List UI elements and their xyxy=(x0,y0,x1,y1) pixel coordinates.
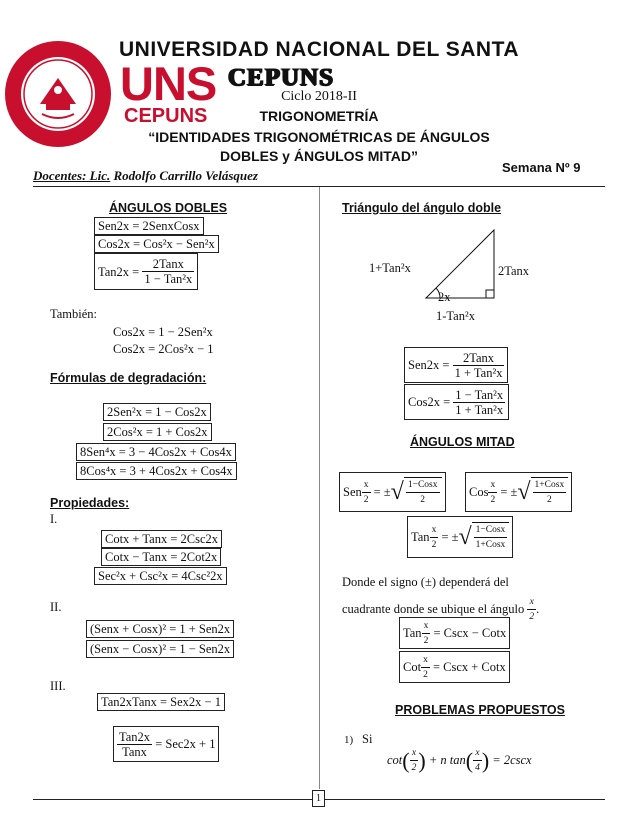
column-divider xyxy=(319,187,320,789)
formula-cos2x-alt2: Cos2x = 2Cos²x − 1 xyxy=(113,342,214,356)
formula-tan-half-csc xyxy=(399,617,510,649)
formula-deg4: 8Cos⁴x = 3 + 4Cos2x + Cos4x xyxy=(76,462,237,480)
teachers-label: Docentes: Lic. xyxy=(33,168,111,183)
prop-3: Sec²x + Csc²x = 4Csc²2x xyxy=(94,567,227,585)
problem-1-arg1-num: x xyxy=(410,746,419,761)
triangle-leg-label: 2Tanx xyxy=(498,264,530,278)
half-angles-title: ÁNGULOS MITAD xyxy=(410,435,515,449)
formula-sen2x: Sen2x = 2SenxCosx xyxy=(94,217,204,235)
sen2x-tan-lhs: Sen2x = xyxy=(408,358,450,372)
sen-half-sqrt xyxy=(391,477,442,507)
left-paren: ( xyxy=(465,747,474,773)
cepuns-logo-text: CEPUNS xyxy=(124,105,208,127)
properties-title: Propiedades: xyxy=(50,496,130,510)
prop7-rhs: = Sec2x + 1 xyxy=(155,737,216,751)
formula-deg3: 8Sen⁴x = 3 − 4Cos2x + Cos4x xyxy=(76,443,236,461)
cos-half-sqrt xyxy=(517,477,568,507)
cos-half-radicand-num: 1+Cosx xyxy=(533,478,567,493)
sen-half-fn: Sen xyxy=(343,485,362,499)
left-paren: ( xyxy=(402,747,410,773)
cos2x-tan-lhs: Cos2x = xyxy=(408,395,451,409)
course-title: TRIGONOMETRÍA xyxy=(259,108,379,124)
cot-half-csc-arg-den: 2 xyxy=(423,669,428,680)
tan2x-numerator: 2Tanx xyxy=(142,257,194,272)
formula-cos2x-alt1: Cos2x = 1 − 2Sen²x xyxy=(113,325,213,339)
double-angles-title: ÁNGULOS DOBLES xyxy=(109,201,228,215)
sen-half-radicand-num: 1−Cosx xyxy=(406,478,440,493)
problem-1-plus-ntan: + n tan xyxy=(428,753,466,767)
formula-deg2: 2Cos²x = 1 + Cos2x xyxy=(103,423,212,441)
sign-note-angle-den: 2 xyxy=(529,612,535,622)
cot-half-csc-arg-num: x xyxy=(421,653,430,668)
tan-half-sqrt xyxy=(458,522,509,552)
tan-half-csc-rhs: = Cscx − Cotx xyxy=(433,626,507,640)
roman-iii: III. xyxy=(50,679,66,693)
cepuns-title: CEPUNS xyxy=(228,64,335,91)
prop-1: Cotx + Tanx = 2Csc2x xyxy=(101,530,222,548)
week-label: Semana Nº 9 xyxy=(502,160,581,175)
tan-half-csc-arg-num: x xyxy=(422,619,431,634)
prop7-fraction xyxy=(117,730,152,759)
right-paren: ) xyxy=(481,747,490,773)
roman-ii: II. xyxy=(50,600,62,614)
cos-half-radicand-den: 2 xyxy=(547,495,552,505)
formula-cos2x-tan xyxy=(404,384,509,420)
uns-logo: UNS xyxy=(120,57,217,110)
triangle-hypotenuse-label: 1+Tan²x xyxy=(369,261,411,275)
sen-half-arg-den: 2 xyxy=(363,494,369,505)
tan-half-csc-fn: Tan xyxy=(403,626,422,640)
problem-1-number: 1) xyxy=(344,734,354,746)
teachers-name: Rodolfo Carrillo Velásquez xyxy=(110,168,258,183)
tan-half-arg-den: 2 xyxy=(431,539,437,550)
formula-sen2x-tan xyxy=(404,347,508,383)
cot-half-csc-rhs: = Cscx + Cotx xyxy=(432,660,506,674)
sign-note-text: cuadrante donde se ubique el ángulo xyxy=(342,602,525,616)
problem-1-arg1-den: 2 xyxy=(411,763,417,773)
sen2x-tan-denominator: 1 + Tan²x xyxy=(454,365,503,380)
teachers-line xyxy=(33,168,258,184)
cos-half-radicand xyxy=(531,477,569,507)
roman-i: I. xyxy=(50,512,58,526)
problem-1-arg1 xyxy=(410,746,419,775)
triangle-angle-label: 2x xyxy=(438,290,451,304)
sen-half-pm: = ± xyxy=(373,485,391,499)
tan-half-fn: Tan xyxy=(411,530,430,544)
topic-title-line2: DOBLES y ÁNGULOS MITAD” xyxy=(219,148,419,164)
tan2x-lhs: Tan2x = xyxy=(98,264,140,279)
problem-1-si: Si xyxy=(362,732,373,746)
cos-half-arg-num: x xyxy=(488,478,497,493)
tan-half-pm: = ± xyxy=(441,530,459,544)
sen2x-tan-fraction xyxy=(453,351,505,380)
radical-icon: √ xyxy=(458,524,472,550)
tan-half-radicand-num: 1−Cosx xyxy=(474,523,508,538)
cot-half-csc-arg xyxy=(421,653,430,682)
prop7-numerator: Tan2x xyxy=(119,729,151,744)
formula-cos-half xyxy=(465,472,572,512)
prop-2: Cotx − Tanx = 2Cot2x xyxy=(101,548,221,566)
triangle-base-label: 1-Tan²x xyxy=(436,309,475,323)
sen-half-arg-num: x xyxy=(362,478,371,493)
problem-1-rhs: = 2cscx xyxy=(492,753,532,767)
prop-7 xyxy=(113,726,219,762)
formula-cot-half-csc xyxy=(399,651,510,683)
prop7-denominator: Tanx xyxy=(122,744,147,759)
tan2x-denominator: 1 − Tan²x xyxy=(144,272,193,286)
sign-note-angle xyxy=(527,595,536,624)
cos2x-tan-numerator: 1 − Tan²x xyxy=(455,387,504,402)
cycle-label: Ciclo 2018-II xyxy=(281,89,357,104)
cos-half-pm: = ± xyxy=(500,485,518,499)
problems-title: PROBLEMAS PROPUESTOS xyxy=(395,703,565,717)
cos-half-arg xyxy=(488,478,497,507)
formula-deg1: 2Sen²x = 1 − Cos2x xyxy=(103,403,211,421)
university-name: UNIVERSIDAD NACIONAL DEL SANTA xyxy=(118,38,520,61)
cos-half-arg-den: 2 xyxy=(490,494,496,505)
problem-1-equation xyxy=(387,746,532,775)
page-number: 1 xyxy=(312,790,325,807)
radical-icon: √ xyxy=(390,479,404,505)
prop-4: (Senx + Cosx)² = 1 + Sen2x xyxy=(86,620,234,638)
prop-5: (Senx − Cosx)² = 1 − Sen2x xyxy=(86,640,234,658)
cot-half-csc-fn: Cot xyxy=(403,660,422,674)
cos-half-fn: Cos xyxy=(469,485,489,499)
formula-cos2x: Cos2x = Cos²x − Sen²x xyxy=(94,235,219,253)
cos2x-tan-fraction xyxy=(453,388,505,417)
tan-half-arg-num: x xyxy=(430,523,439,538)
cos2x-tan-denominator: 1 + Tan²x xyxy=(455,402,504,417)
radical-icon: √ xyxy=(517,479,531,505)
formula-tan2x xyxy=(94,253,198,290)
triangle-title: Triángulo del ángulo doble xyxy=(342,201,502,215)
problem-1-arg2 xyxy=(473,746,482,775)
tan-half-csc-arg-den: 2 xyxy=(423,635,429,646)
tan-half-csc-arg xyxy=(422,619,431,648)
double-angle-triangle xyxy=(420,226,500,302)
sen-half-radicand xyxy=(404,477,442,507)
sign-note-period: . xyxy=(536,602,540,616)
right-paren: ) xyxy=(418,747,426,773)
sen-half-arg xyxy=(362,478,371,507)
tan2x-fraction xyxy=(142,257,194,286)
tan-half-radicand xyxy=(472,522,510,552)
problem-1-arg2-den: 4 xyxy=(475,763,480,773)
problem-1-cot: cot xyxy=(387,753,403,767)
problem-1-arg2-num: x xyxy=(473,746,482,761)
topic-title-line1: “IDENTIDADES TRIGONOMÉTRICAS DE ÁNGULOS xyxy=(148,129,490,145)
formula-tan-half xyxy=(407,516,513,558)
sign-note-line1: Donde el signo (±) dependerá del xyxy=(342,575,509,589)
tambien-label: También: xyxy=(50,307,98,321)
prop-6: Tan2xTanx = Sex2x − 1 xyxy=(97,693,225,711)
sign-note-angle-num: x xyxy=(527,595,536,610)
sen2x-tan-numerator: 2Tanx xyxy=(453,351,505,366)
formula-sen-half xyxy=(339,472,446,512)
tan-half-radicand-den: 1+Cosx xyxy=(475,540,506,550)
sen-half-radicand-den: 2 xyxy=(420,495,426,505)
tan-half-arg xyxy=(430,523,439,552)
degradation-title: Fórmulas de degradación: xyxy=(50,371,207,385)
